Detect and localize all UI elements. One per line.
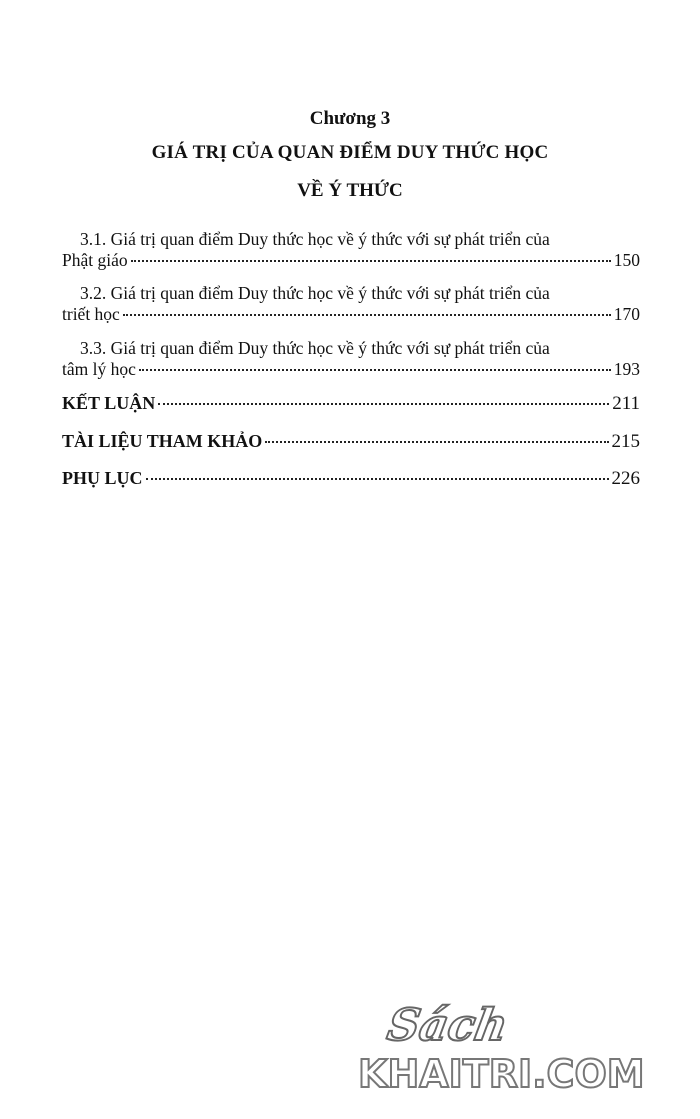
watermark-main: KHAITRI.COM (358, 1052, 645, 1096)
dot-leader (123, 314, 611, 316)
chapter-title-line1: GIÁ TRỊ CỦA QUAN ĐIỂM DUY THỨC HỌC (151, 142, 549, 163)
toc-entry-3-2 (62, 304, 640, 325)
toc-entry-3-1-line2: Phật giáo (62, 250, 128, 270)
toc-section-appendix (62, 468, 640, 490)
toc-section-references (62, 431, 640, 453)
watermark-logo (358, 1000, 688, 1110)
toc-section-title: KẾT LUẬN (62, 393, 156, 413)
chapter-title-line2: VỀ Ý THỨC (297, 180, 403, 201)
toc-entry-3-3 (62, 359, 640, 380)
toc-section-title: PHỤ LỤC (62, 468, 143, 488)
toc-section-page: 226 (611, 468, 640, 489)
dot-leader (265, 441, 608, 443)
toc-entry-3-2-line2: triết học (62, 304, 120, 324)
toc-entry-3-2-line1: 3.2. Giá trị quan điểm Duy thức học về ý thức với sự phát triển của (80, 283, 550, 303)
dot-leader (158, 403, 609, 405)
watermark-script: Sách (383, 1000, 512, 1051)
dot-leader (131, 260, 611, 262)
chapter-label: Chương 3 (309, 108, 391, 129)
toc-entry-3-2-page: 170 (613, 304, 640, 324)
toc-section-page: 215 (611, 431, 640, 452)
toc-entry-3-3-line2: tâm lý học (62, 359, 136, 379)
toc-entry-3-1-page: 150 (613, 250, 640, 270)
toc-entry-3-1-line1: 3.1. Giá trị quan điểm Duy thức học về ý thức với sự phát triển của (80, 229, 550, 249)
toc-section-conclusion (62, 393, 640, 415)
dot-leader (146, 478, 609, 480)
toc-entry-3-3-line1: 3.3. Giá trị quan điểm Duy thức học về ý thức với sự phát triển của (80, 338, 550, 358)
toc-entry-3-1 (62, 250, 640, 271)
dot-leader (139, 369, 611, 371)
toc-entry-3-3-page: 193 (613, 359, 640, 379)
toc-section-page: 211 (612, 393, 640, 414)
toc-section-title: TÀI LIỆU THAM KHẢO (62, 431, 263, 451)
